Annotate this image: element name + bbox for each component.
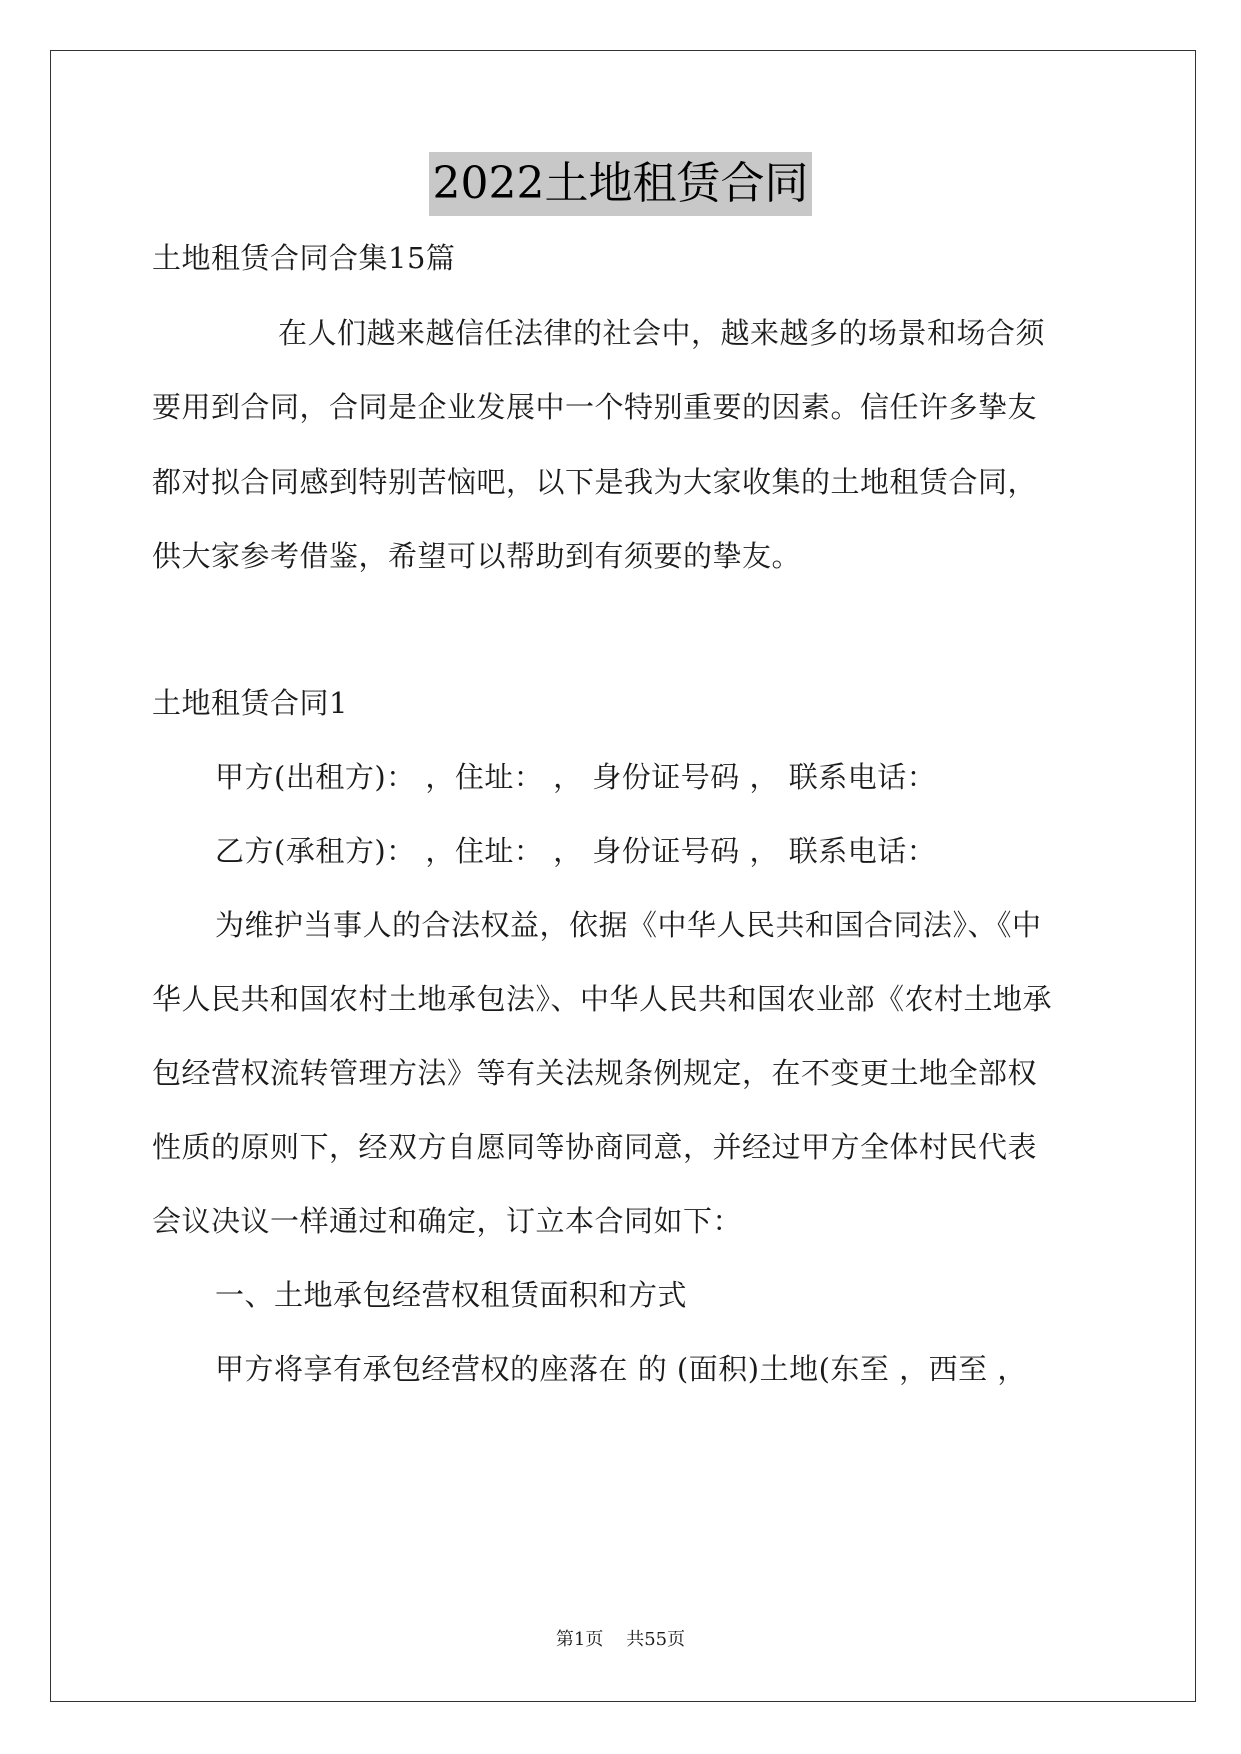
title-wrap <box>0 152 1241 216</box>
clause-1-text: 甲方将享有承包经营权的座落在 的 (面积)土地(东至 ，西至 ， <box>215 1352 1027 1386</box>
preamble-line-2: 华人民共和国农村土地承包法》、中华人民共和国农业部《农村土地承 <box>152 982 1053 1016</box>
intro-line-4: 供大家参考借鉴，希望可以帮助到有须要的挚友。 <box>152 539 802 573</box>
page-border <box>50 50 1196 1702</box>
document-title: 2022土地租赁合同 <box>429 152 813 216</box>
preamble-line-1: 为维护当事人的合法权益，依据《中华人民共和国合同法》、《中 <box>215 908 1042 942</box>
party-a-line: 甲方(出租方)： ，住址： ， 身份证号码 ， 联系电话： <box>215 760 937 794</box>
section-heading: 土地租赁合同1 <box>152 686 348 720</box>
preamble-line-4: 性质的原则下，经双方自愿同等协商同意，并经过甲方全体村民代表 <box>152 1130 1038 1164</box>
intro-line-2: 要用到合同，合同是企业发展中一个特别重要的因素。信任许多挚友 <box>152 390 1038 424</box>
intro-line-3: 都对拟合同感到特别苦恼吧，以下是我为大家收集的土地租赁合同， <box>152 465 1038 499</box>
preamble-line-3: 包经营权流转管理方法》等有关法规条例规定，在不变更土地全部权 <box>152 1056 1038 1090</box>
preamble-line-5: 会议决议一样通过和确定，订立本合同如下： <box>152 1204 743 1238</box>
document-subtitle: 土地租赁合同合集15篇 <box>152 241 456 275</box>
party-b-line: 乙方(承租方)： ，住址： ， 身份证号码 ， 联系电话： <box>215 834 937 868</box>
page-number-footer: 第1页 共55页 <box>555 1629 686 1650</box>
clause-1-heading: 一、土地承包经营权租赁面积和方式 <box>215 1278 688 1312</box>
intro-line-1: 在人们越来越信任法律的社会中，越来越多的场景和场合须 <box>278 316 1046 350</box>
